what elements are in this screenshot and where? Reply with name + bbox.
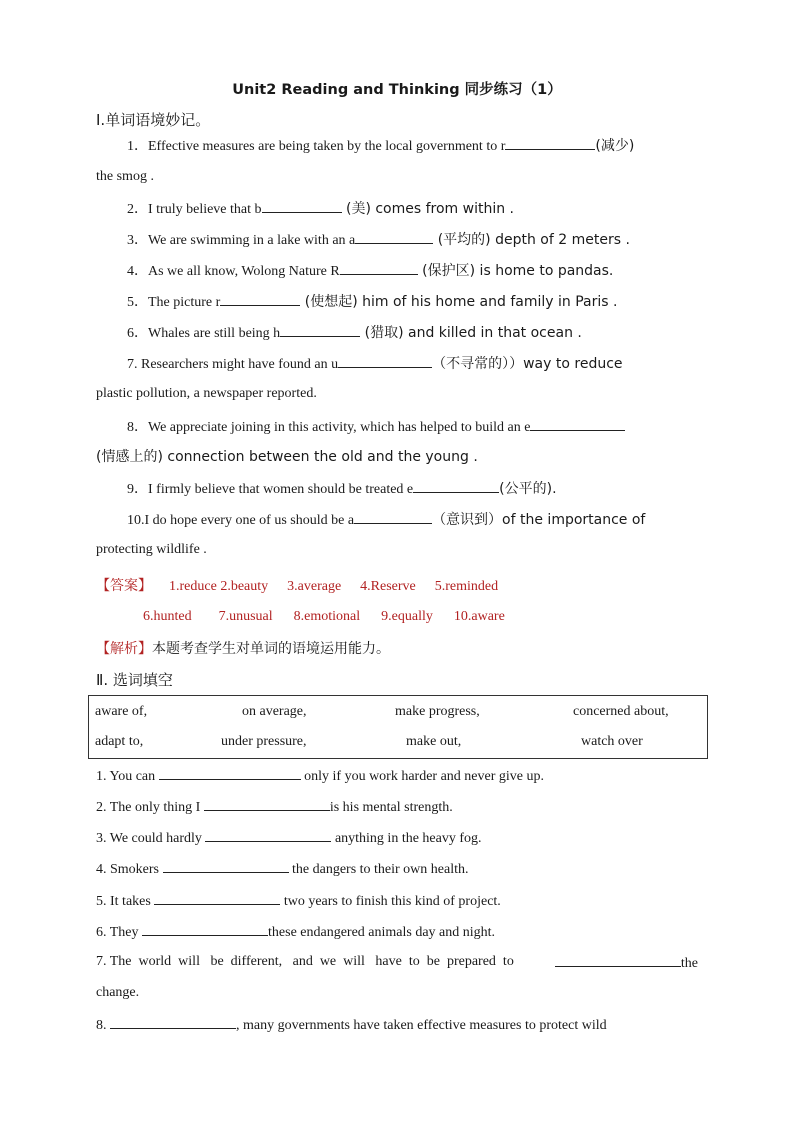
answer-blank[interactable] xyxy=(262,198,342,213)
s2-item-1: 1. You can only if you work harder and never give up. xyxy=(96,765,544,787)
s1-item-7: 7. Researchers might have found an u （不寻常的））way to reduce xyxy=(127,353,623,375)
answer-blank[interactable] xyxy=(110,1014,236,1029)
s2-item-2: 2. The only thing I is his mental strength. xyxy=(96,796,453,818)
answer-8: 8.emotional xyxy=(293,609,361,624)
s1-item-9: 9．I firmly believe that women should be treated e (公平的). xyxy=(127,478,557,500)
answer-blank[interactable] xyxy=(555,952,681,967)
word-bank-item: aware of, xyxy=(95,704,148,719)
word-bank-row-2 xyxy=(89,734,707,754)
s2-item-3: 3. We could hardly anything in the heavy fog. xyxy=(96,827,482,849)
s1-item-1-cont: the smog . xyxy=(96,169,154,184)
answer-blank[interactable] xyxy=(340,260,418,275)
word-bank-item: make out, xyxy=(406,734,462,749)
answer-blank[interactable] xyxy=(413,478,499,493)
answer-label: 【答案】 xyxy=(96,578,152,594)
answer-7: 7.unusual xyxy=(218,609,273,624)
answer-row-2 xyxy=(143,607,505,627)
answer-blank[interactable] xyxy=(154,890,280,905)
answer-10: 10.aware xyxy=(453,609,505,624)
answer-blank[interactable] xyxy=(280,322,360,337)
analysis-text: 本题考查学生对单词的语境运用能力。 xyxy=(152,641,390,657)
s1-item-8-cont: (情感上的) connection between the old and the young . xyxy=(96,449,478,465)
s1-item-5: 5．The picture r (使想起) him of his home and family in Paris . xyxy=(127,291,617,313)
answer-blank[interactable] xyxy=(205,827,331,842)
word-bank-item: adapt to, xyxy=(95,734,144,749)
section2-heading: Ⅱ. 选词填空 xyxy=(96,671,173,689)
answer-1: 1.reduce xyxy=(169,579,217,594)
answer-blank[interactable] xyxy=(355,229,433,244)
s1-item-7-cont: plastic pollution, a newspaper reported. xyxy=(96,386,317,401)
analysis-row xyxy=(96,639,390,659)
word-bank-row-1 xyxy=(89,704,707,724)
answer-row-1 xyxy=(96,576,498,597)
section1-heading: Ⅰ.单词语境妙记。 xyxy=(96,111,211,129)
s2-item-7: 7. The world will be different, and we will have to be prepared to the xyxy=(96,954,698,971)
answer-9: 9.equally xyxy=(381,609,433,624)
answer-blank[interactable] xyxy=(338,353,432,368)
answer-blank[interactable] xyxy=(220,291,300,306)
answer-blank[interactable] xyxy=(163,858,289,873)
analysis-label: 【解析】 xyxy=(96,641,152,657)
s1-item-3: 3．We are swimming in a lake with an a (平均的) depth of 2 meters . xyxy=(127,229,630,251)
word-bank-item: concerned about, xyxy=(573,704,669,719)
answer-blank[interactable] xyxy=(204,796,330,811)
word-bank-item: on average, xyxy=(242,704,307,719)
answer-2: 2.beauty xyxy=(220,579,269,594)
word-bank-box xyxy=(88,695,708,759)
s2-item-8: 8. , many governments have taken effective measures to protect wild xyxy=(96,1014,698,1036)
s1-item-2: 2．I truly believe that b (美) comes from within . xyxy=(127,198,514,220)
answer-blank[interactable] xyxy=(530,416,625,431)
s2-item-4: 4. Smokers the dangers to their own health. xyxy=(96,858,469,880)
s2-item-5: 5. It takes two years to finish this kind of project. xyxy=(96,890,501,912)
s2-item-7-cont: change. xyxy=(96,985,140,1000)
answer-3: 3.average xyxy=(287,579,342,594)
s1-item-10-cont: protecting wildlife . xyxy=(96,542,207,557)
answer-4: 4.Reserve xyxy=(360,579,416,594)
answer-blank[interactable] xyxy=(354,509,432,524)
word-bank-item: make progress, xyxy=(395,704,480,719)
page-title: Unit2 Reading and Thinking 同步练习（1） xyxy=(232,82,562,98)
answer-blank[interactable] xyxy=(142,921,268,936)
answer-6: 6.hunted xyxy=(143,609,192,624)
s1-item-4: 4．As we all know, Wolong Nature R (保护区) is home to pandas. xyxy=(127,260,613,282)
answer-5: 5.reminded xyxy=(434,579,499,594)
s2-item-6: 6. They these endangered animals day and night. xyxy=(96,921,495,943)
s1-item-1: 1．Effective measures are being taken by the local government to r (减少) xyxy=(127,135,634,157)
word-bank-item: under pressure, xyxy=(221,734,307,749)
answer-blank[interactable] xyxy=(505,135,595,150)
word-bank-item: watch over xyxy=(581,734,643,749)
s1-item-8: 8．We appreciate joining in this activity, which has helped to build an e xyxy=(127,416,625,438)
answer-blank[interactable] xyxy=(159,765,301,780)
s1-item-10: 10.I do hope every one of us should be a （意识到）of the importance of xyxy=(127,509,645,531)
s1-item-6: 6．Whales are still being h (猎取) and killed in that ocean . xyxy=(127,322,582,344)
